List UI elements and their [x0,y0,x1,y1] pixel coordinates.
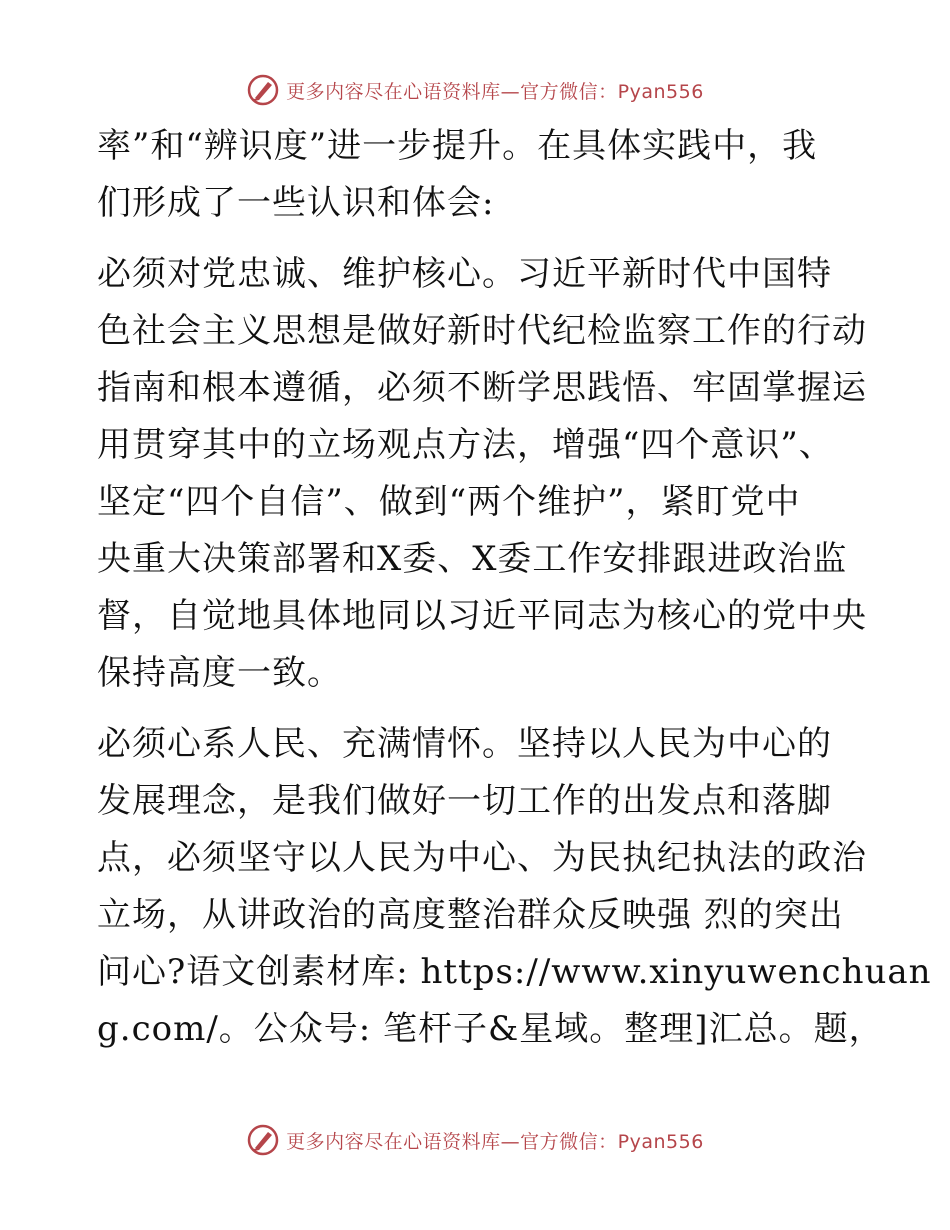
text-line: 色社会主义思想是做好新时代纪检监察工作的行动 [97,311,867,351]
header-watermark [0,70,950,110]
footer-watermark [0,1120,950,1160]
document-body [97,118,932,1072]
text-line: g.com/。公众号: 笔杆子&星域。整理]汇总。题， [97,1009,884,1049]
paragraph-2 [97,246,867,702]
text-line: 发展理念，是我们做好一切工作的出发点和落脚 [97,781,832,821]
text-line: 必须对党忠诚、维护核心。习近平新时代中国特 [97,254,832,294]
text-line: 指南和根本遵循，必须不断学思践悟、牢固掌握运 [97,368,867,408]
paragraph-1 [97,118,857,232]
paragraph-3 [97,716,932,1058]
text-line: 点，必须坚守以人民为中心、为民执纪执法的政治 [97,838,867,878]
quill-logo-icon [246,73,280,107]
text-line: 用贯穿其中的立场观点方法，增强“四个意识”、 [97,425,834,465]
text-line: 们形成了一些认识和体会: [97,183,495,223]
text-line: 立场，从讲政治的高度整治群众反映强 烈的突出 [97,895,844,935]
text-line: 必须心系人民、充满情怀。坚持以人民为中心的 [97,724,832,764]
text-line: 央重大决策部署和X委、X委工作安排跟进政治监 [97,539,848,579]
watermark-text: 更多内容尽在心语资料库—官方微信：Pyan556 [286,1130,704,1153]
text-line: 督，自觉地具体地同以习近平同志为核心的党中央 [97,596,867,636]
text-line: 坚定“四个自信”、做到“两个维护”，紧盯党中 [97,482,801,522]
text-line: 率”和“辨识度”进一步提升。在具体实践中，我 [97,126,818,166]
text-line: 问心?语文创素材库: https://www.xinyuwenchuan [97,952,932,992]
watermark-text: 更多内容尽在心语资料库—官方微信：Pyan556 [286,80,704,103]
text-line: 保持高度一致。 [97,653,342,693]
quill-logo-icon [246,1123,280,1157]
